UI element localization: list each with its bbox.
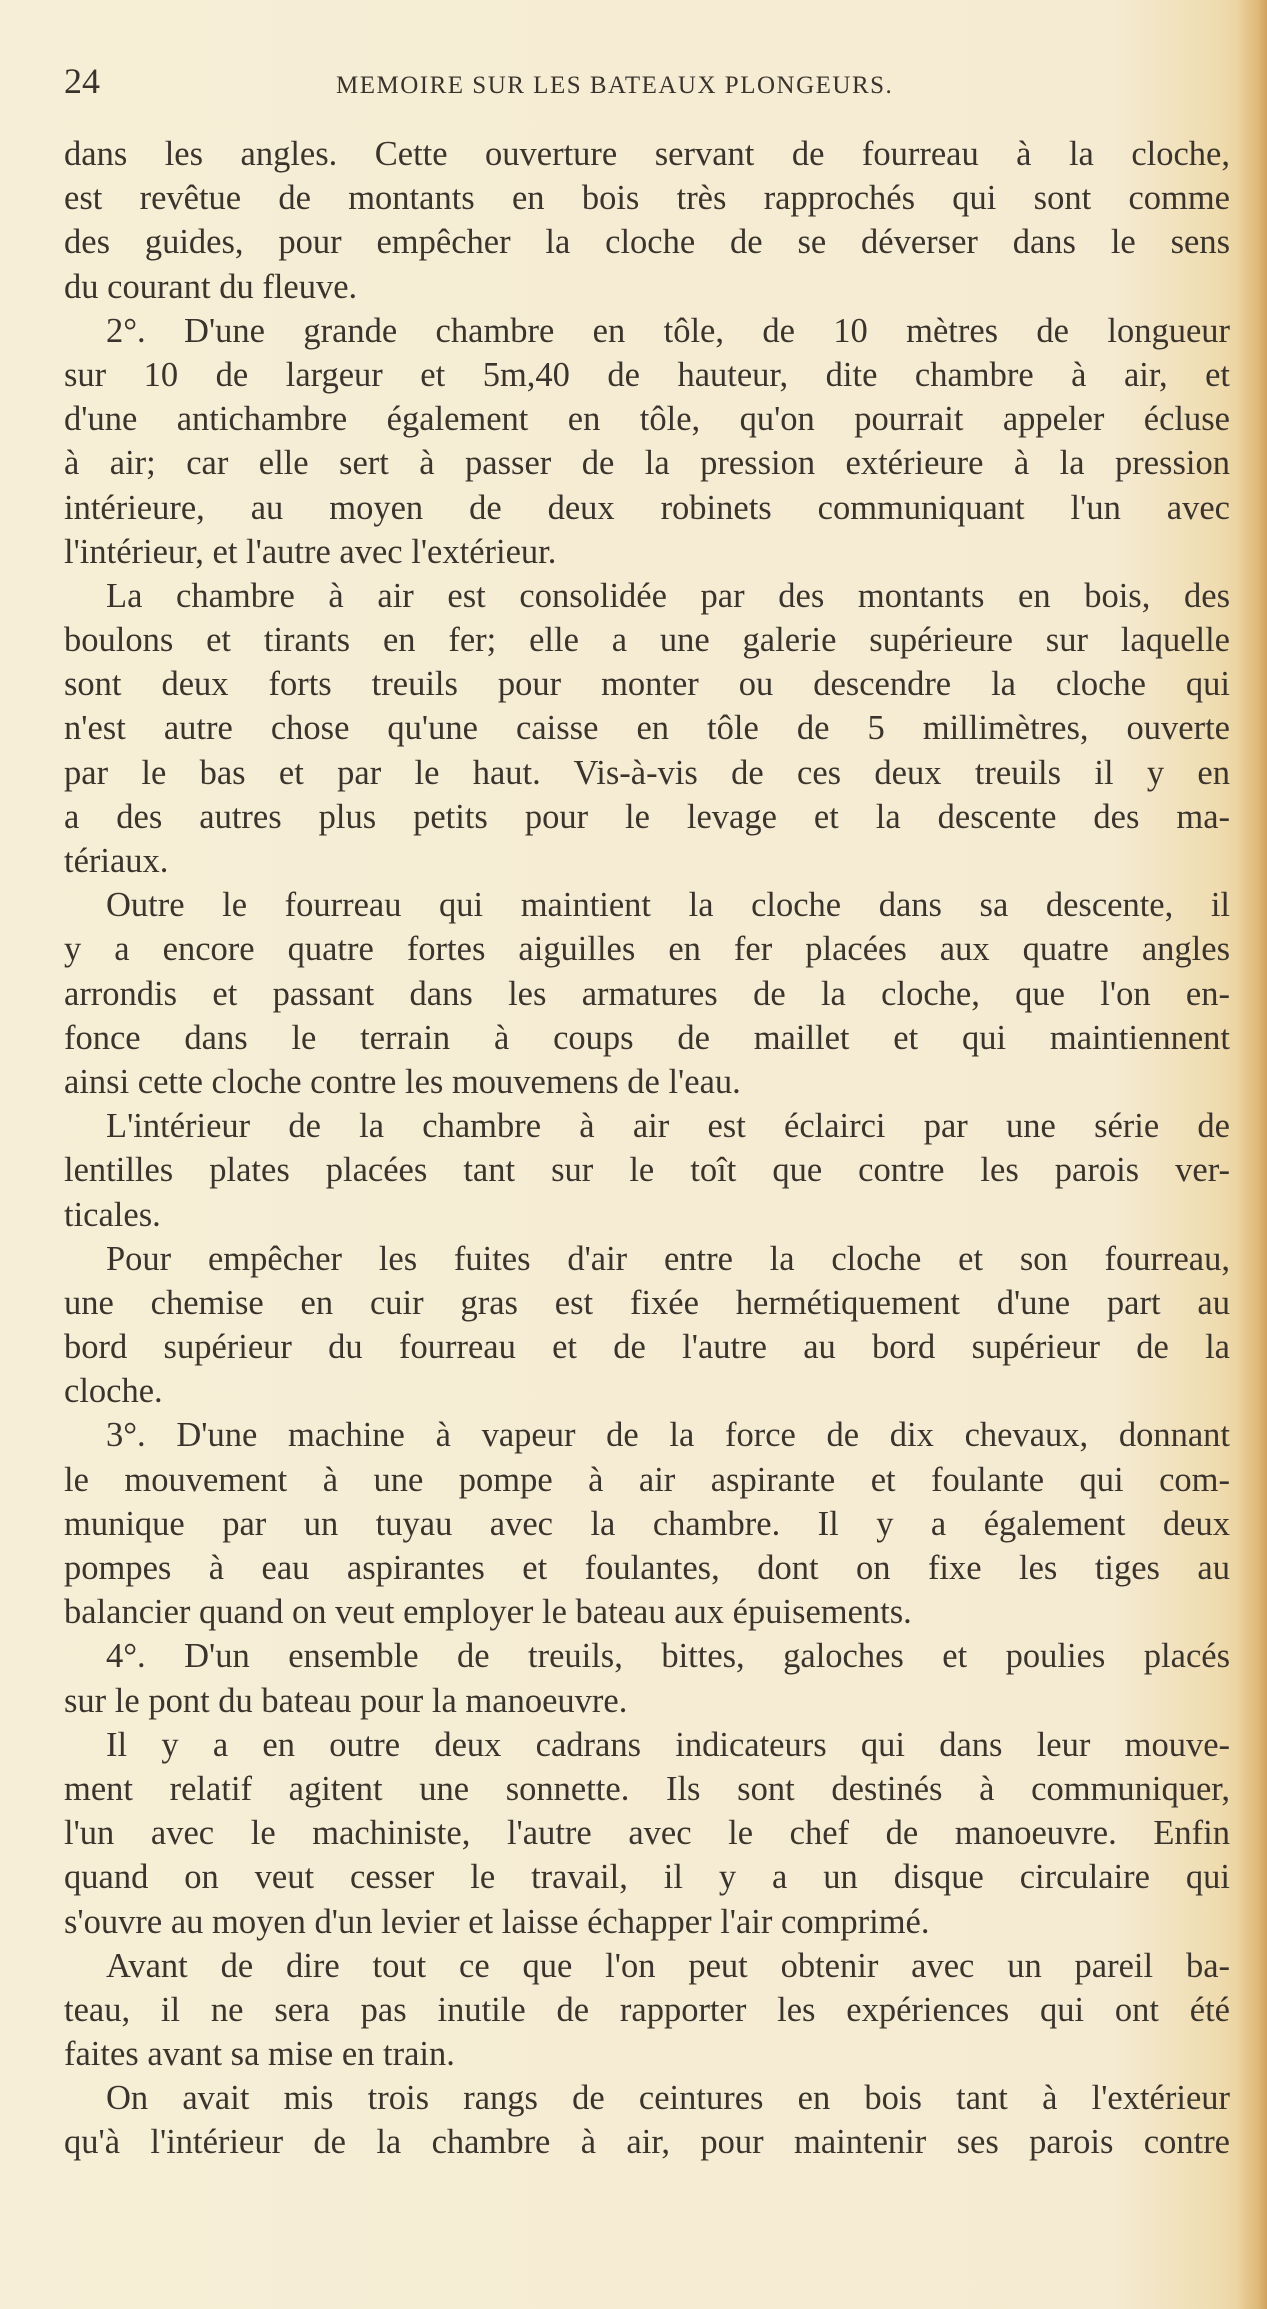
text-line: le mouvement à une pompe à air aspirante et foulante qui com- [64, 1460, 1230, 1499]
text-line: n'est autre chose qu'une caisse en tôle de 5 millimètres, ouverte [64, 709, 1230, 748]
text-line: 2°. D'une grande chambre en tôle, de 10 mètres de longueur [106, 311, 1230, 350]
text-line: lentilles plates placées tant sur le toît que contre les parois ver- [64, 1151, 1230, 1190]
text-line: teau, il ne sera pas inutile de rapporter les expériences qui ont été [64, 1990, 1230, 2029]
text-line: du courant du fleuve. [64, 267, 358, 306]
text-line: a des autres plus petits pour le levage et la descente des ma- [64, 797, 1230, 836]
text-line: quand on veut cesser le travail, il y a un disque circulaire qui [64, 1858, 1230, 1897]
text-line: ment relatif agitent une sonnette. Ils sont destinés à communiquer, [64, 1769, 1230, 1808]
text-line: sont deux forts treuils pour monter ou descendre la cloche qui [64, 665, 1230, 704]
text-line: à air; car elle sert à passer de la pression extérieure à la pression [64, 444, 1230, 483]
page-edge-shadow [1237, 0, 1267, 2309]
text-line: une chemise en cuir gras est fixée hermétiquement d'une part au [64, 1283, 1230, 1322]
running-title: MEMOIRE SUR LES BATEAUX PLONGEURS. [336, 72, 894, 99]
text-line: qu'à l'intérieur de la chambre à air, pour maintenir ses parois contre [64, 2123, 1230, 2162]
text-line: Pour empêcher les fuites d'air entre la cloche et son fourreau, [106, 1239, 1230, 1278]
text-line: 3°. D'une machine à vapeur de la force de dix chevaux, donnant [106, 1416, 1230, 1455]
text-line: Avant de dire tout ce que l'on peut obtenir avec un pareil ba- [106, 1946, 1230, 1985]
text-line: l'un avec le machiniste, l'autre avec le chef de manoeuvre. Enfin [64, 1814, 1230, 1853]
text-line: pompes à eau aspirantes et foulantes, dont on fixe les tiges au [64, 1549, 1230, 1587]
text-line: sur le pont du bateau pour la manoeuvre. [64, 1681, 628, 1720]
text-line: ainsi cette cloche contre les mouvemens de l'eau. [64, 1062, 741, 1101]
text-line: est revêtue de montants en bois très rapprochés qui sont comme [64, 179, 1230, 218]
text-line: arrondis et passant dans les armatures de la cloche, que l'on en- [64, 974, 1230, 1013]
text-line: Outre le fourreau qui maintient la cloche dans sa descente, il [106, 886, 1230, 925]
page-number: 24 [64, 61, 100, 101]
text-line: bord supérieur du fourreau et de l'autre au bord supérieur de la [64, 1328, 1230, 1367]
text-line: munique par un tuyau avec la chambre. Il y a également deux [64, 1504, 1230, 1543]
body-text [64, 132, 1230, 2165]
text-line: des guides, pour empêcher la cloche de se déverser dans le sens [64, 223, 1230, 262]
page-header [64, 60, 1232, 110]
text-line: intérieure, au moyen de deux robinets communiquant l'un avec [64, 488, 1230, 527]
text-line: cloche. [64, 1372, 163, 1411]
text-line: On avait mis trois rangs de ceintures en bois tant à l'extérieur [106, 2079, 1230, 2118]
text-line: Il y a en outre deux cadrans indicateurs qui dans leur mouve- [106, 1725, 1230, 1764]
text-line: par le bas et par le haut. Vis-à-vis de ces deux treuils il y en [64, 753, 1230, 792]
text-line: ticales. [64, 1195, 161, 1234]
text-line: l'intérieur, et l'autre avec l'extérieur. [64, 532, 557, 571]
text-line: tériaux. [64, 842, 169, 880]
text-line: fonce dans le terrain à coups de maillet et qui maintiennent [64, 1018, 1230, 1057]
text-line: 4°. D'un ensemble de treuils, bittes, galoches et poulies placés [106, 1637, 1230, 1676]
text-line: s'ouvre au moyen d'un levier et laisse échapper l'air comprimé. [64, 1902, 930, 1941]
text-line: sur 10 de largeur et 5m,40 de hauteur, dite chambre à air, et [64, 355, 1230, 394]
text-line: dans les angles. Cette ouverture servant de fourreau à la cloche, [64, 135, 1230, 173]
text-line: boulons et tirants en fer; elle a une galerie supérieure sur laquelle [64, 621, 1230, 660]
text-line: d'une antichambre également en tôle, qu'on pourrait appeler écluse [64, 400, 1230, 439]
text-line: y a encore quatre fortes aiguilles en fer placées aux quatre angles [64, 930, 1230, 969]
text-line: faites avant sa mise en train. [64, 2035, 455, 2074]
text-line: balancier quand on veut employer le bateau aux épuisements. [64, 1593, 912, 1632]
text-line: La chambre à air est consolidée par des montants en bois, des [106, 576, 1230, 615]
text-line: L'intérieur de la chambre à air est éclairci par une série de [106, 1107, 1230, 1146]
